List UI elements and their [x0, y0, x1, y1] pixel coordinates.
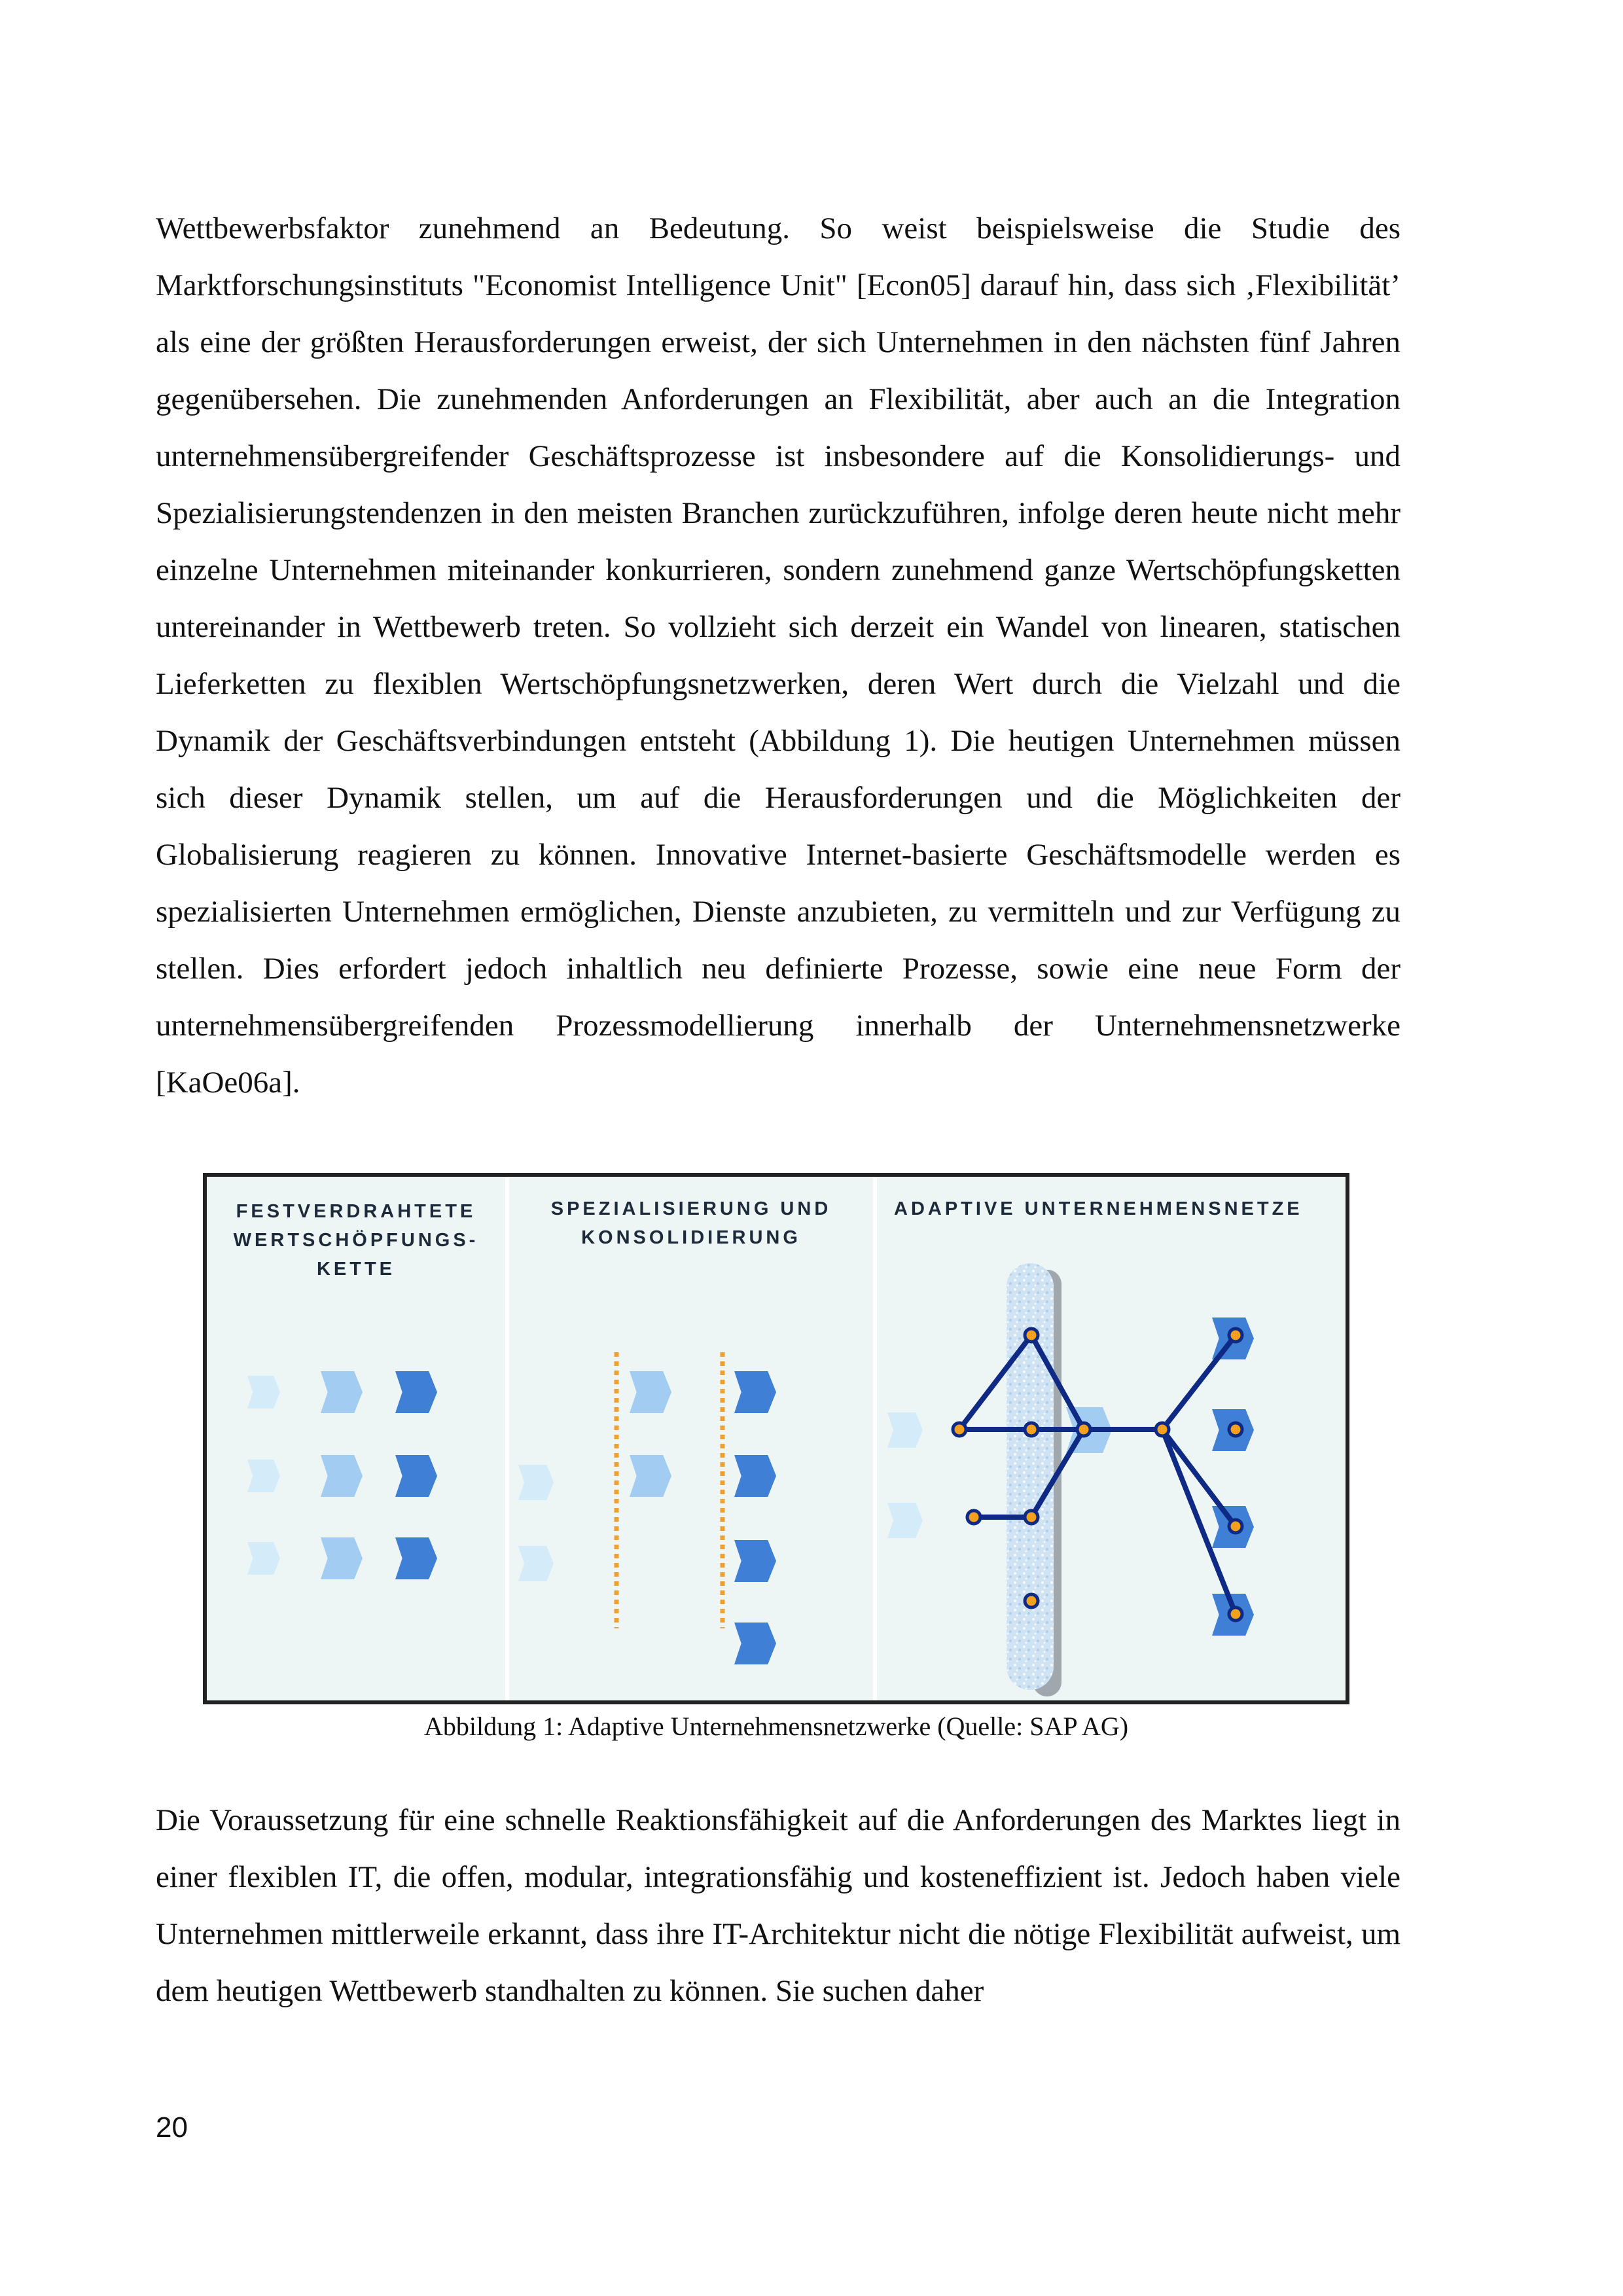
- figure-adaptive-networks: [203, 1173, 1349, 1704]
- panel-divider-1: [505, 1177, 509, 1700]
- network-node: [1229, 1329, 1242, 1342]
- page-number: 20: [156, 2111, 188, 2144]
- network-node: [1025, 1423, 1038, 1436]
- panel-3-title-line-1: ADAPTIVE UNTERNEHMENSNETZE: [894, 1198, 1303, 1219]
- panel-1-title-line-3: KETTE: [316, 1259, 396, 1280]
- network-node: [1229, 1607, 1242, 1621]
- network-node: [1025, 1329, 1038, 1342]
- network-node: [1156, 1423, 1169, 1436]
- panel-1-bg: [207, 1177, 505, 1700]
- panel-2-title-line-1: SPEZIALISIERUNG UND: [550, 1198, 832, 1219]
- network-node: [953, 1423, 966, 1436]
- figure-caption: Abbildung 1: Adaptive Unternehmensnetzwerke (Quelle: SAP AG): [423, 1712, 1129, 1741]
- panel-2-bg: [509, 1177, 873, 1700]
- panel-1-title-line-2: WERTSCHÖPFUNGS-: [233, 1230, 479, 1251]
- network-node: [967, 1511, 980, 1524]
- body-paragraph-2: Die Voraussetzung für eine schnelle Reaktionsfähigkeit auf die Anforderungen des Marktes liegt in einer flexiblen IT, die offen, modular, integrationsfähig und kosteneffizient ist. Jedoch haben viele Unternehmen mittlerweile erkannt, dass ihre IT-Architektur nicht die nötige Flexibilität aufweist, um dem heutigen Wettbewerb standhalten zu können. Sie suchen daher: [156, 1803, 1400, 2008]
- panel-1-title-line-1: FESTVERDRAHTETE: [236, 1201, 476, 1222]
- panel-2-title-line-2: KONSOLIDIERUNG: [581, 1227, 801, 1248]
- network-node: [1229, 1423, 1242, 1436]
- panel-divider-2: [873, 1177, 877, 1700]
- network-node: [1025, 1511, 1038, 1524]
- network-node: [1229, 1520, 1242, 1533]
- network-node: [1077, 1423, 1090, 1436]
- body-paragraph-1: Wettbewerbsfaktor zunehmend an Bedeutung. So weist beispielsweise die Studie des Marktforschungsinstituts "Economist Intelligence Unit" [Econ05] darauf hin, dass sich ‚Flexibilität’ als eine der größten Herausforderungen erweist, der sich Unternehmen in den nächsten fünf Jahren gegenübersehen. Die zunehmenden Anforderungen an Flexibilität, aber auch an die Integration unternehmensübergreifender Geschäftsprozesse ist insbesondere auf die Konsolidierungs- und Spezialisierungstendenzen in den meisten Branchen zurückzuführen, infolge deren heute nicht mehr einzelne Unternehmen miteinander konkurrieren, sondern zunehmend ganze Wertschöpfungsketten untereinander in Wettbewerb treten. So vollzieht sich derzeit ein Wandel von linearen, statischen Lieferketten zu flexiblen Wertschöpfungsnetzwerken, deren Wert durch die Vielzahl und die Dynamik der Geschäftsverbindungen entsteht (Abbildung 1). Die heutigen Unternehmen müssen sich dieser Dynamik stellen, um auf die Herausforderungen und die Möglichkeiten der Globalisierung reagieren zu können. Innovative Internet-basierte Geschäftsmodelle werden es spezialisierten Unternehmen ermöglichen, Dienste anzubieten, zu vermitteln und zur Verfügung zu stellen. Dies erfordert jedoch inhaltlich neu definierte Prozesse, sowie eine neue Form der unternehmensübergreifenden Prozessmodellierung innerhalb der Unternehmensnetzwerke [KaOe06a].: [156, 211, 1400, 1100]
- figure-diagram: [207, 1177, 1346, 1700]
- panel-3-bg: [877, 1177, 1346, 1700]
- network-node: [1025, 1594, 1038, 1607]
